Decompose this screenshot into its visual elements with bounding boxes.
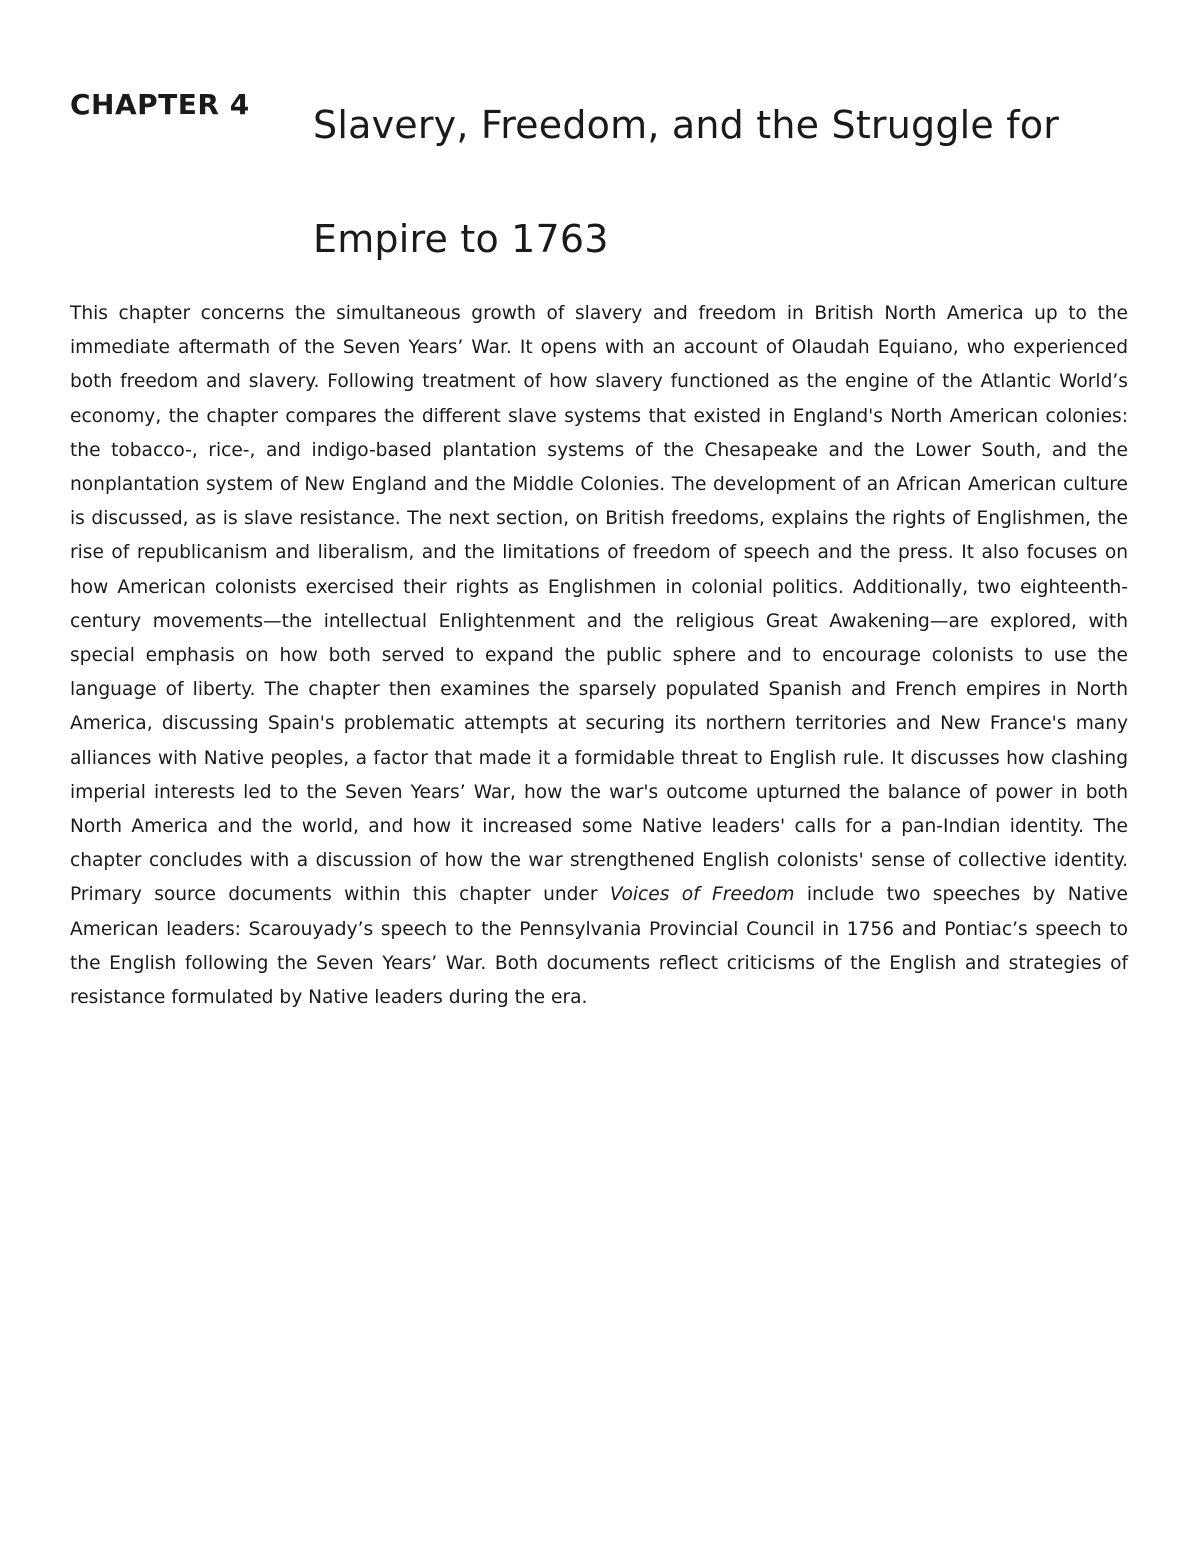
summary-text-part-1: This chapter concerns the simultaneous growth of slavery and freedom in British North America up to the immediate aftermath of the Seven Years’ War. It opens with an account of Olaudah Equiano, who experienced both freedom and slavery. Following treatment of how slavery functioned as the engine of the Atlantic World’s economy, the chapter compares the different slave systems that existed in England's North American colonies: the tobacco-, rice-, and indigo-based plantation systems of the Chesapeake and the Lower South, and the nonplantation system of New England and the Middle Colonies. The development of an African American culture is discussed, as is slave resistance. The next section, on British freedoms, explains the rights of Englishmen, the rise of republicanism and liberalism, and the limitations of freedom of speech and the press. It also focuses on how American colonists exercised their rights as Englishmen in colonial politics. Additionally, two eighteenth-century movements—the intellectual Enlightenment and the religious Great Awakening—are explored, with special emphasis on how both served to expand the public sphere and to encourage colonists to use the language of liberty. The chapter then examines the sparsely populated Spanish and French empires in North America, discussing Spain's problematic attempts at securing its northern territories and New France's many alliances with Native peoples, a factor that made it a formidable threat to English rule. It discusses how clashing imperial interests led to the Seven Years’ War, how the war's outcome upturned the balance of power in both North America and the world, and how it increased some Native leaders' calls for a pan-Indian identity. The chapter concludes with a discussion of how the war strengthened English colonists' sense of collective identity. Primary source documents within this chapter under [70,303,1128,906]
summary-text-part-2: include two speeches by Native American leaders: Scarouyady’s speech to the Pennsylvania Provincial Council in 1756 and Pontiac’s speech to the English following the Seven Years’ War. Both documents reflect criticisms of the English and strategies of resistance formulated by Native leaders during the era. [70,884,1128,1009]
chapter-title [313,68,1153,296]
chapter-summary [70,297,1128,1015]
chapter-title-line-2: Empire to 1763 [313,217,609,261]
chapter-number: CHAPTER 4 [70,88,250,121]
summary-italic-title: Voices of Freedom [609,884,795,906]
chapter-title-line-1: Slavery, Freedom, and the Struggle for [313,103,1060,147]
